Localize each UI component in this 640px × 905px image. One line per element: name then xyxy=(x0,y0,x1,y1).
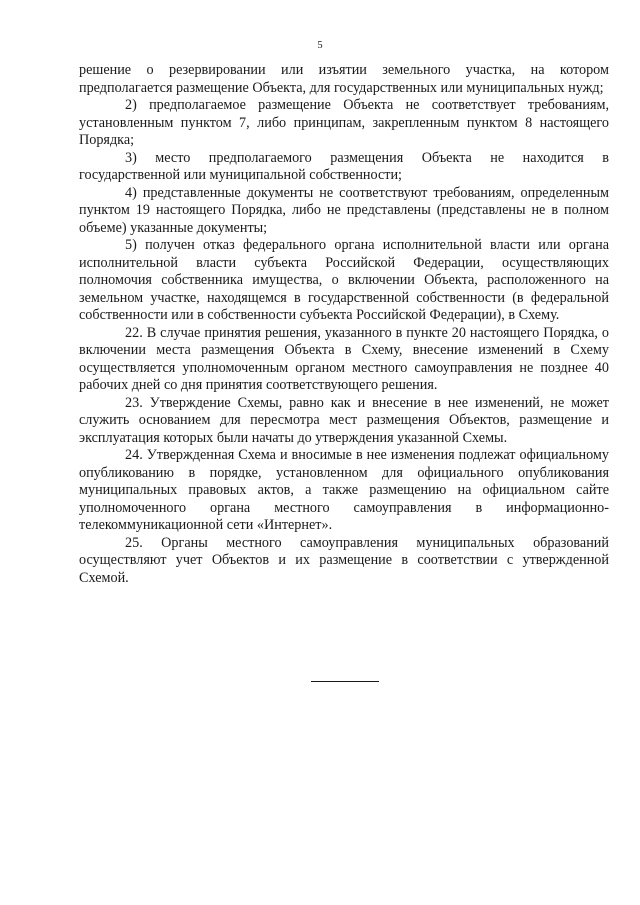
end-divider xyxy=(311,681,379,682)
paragraph-clause-25: 25. Органы местного самоуправления муниципальных образований осуществляют учет Объектов и их размещение в соответствии с утвержденной Схемой. xyxy=(79,534,609,586)
paragraph-item-5: 5) получен отказ федерального органа исполнительной власти или органа исполнительной власти субъекта Российской Федерации, осуществляющих полномочия собственника имущества, о включении Объекта, расположенного на земельном участке, находящемся в государственной собственности (в федеральной собственности или в собственности субъекта Российской Федерации), в Схему. xyxy=(79,237,609,323)
paragraph-clause-24: 24. Утвержденная Схема и вносимые в нее изменения подлежат официальному опубликованию в порядке, установленном для официального опубликования муниципальных правовых актов, а также размещению на официальном сайте уполномоченного органа местного самоуправления в информационно-телекоммуникационной сети «Интернет». xyxy=(79,447,609,533)
paragraph-item-4: 4) представленные документы не соответствуют требованиям, определенным пунктом 19 настоящего Порядка, либо не представлены (представлены не в полном объеме) указанные документы; xyxy=(79,184,609,236)
page-number: 5 xyxy=(317,40,323,51)
paragraph-item-2: 2) предполагаемое размещение Объекта не соответствует требованиям, установленным пунктом 7, либо принципам, закрепленным пунктом 8 настоящего Порядка; xyxy=(79,97,609,148)
paragraph-item-3: 3) место предполагаемого размещения Объекта не находится в государственной или муниципальной собственности; xyxy=(79,149,609,183)
paragraph-clause-23: 23. Утверждение Схемы, равно как и внесение в нее изменений, не может служить основанием для пересмотра мест размещения Объектов, размещение и эксплуатация которых были начаты до утверждения указанной Схемы. xyxy=(79,394,609,446)
document-body xyxy=(79,62,609,587)
paragraph-clause-22: 22. В случае принятия решения, указанного в пункте 20 настоящего Порядка, о включении места размещения Объекта в Схему, внесение изменений в Схему осуществляется уполномоченным органом местного самоуправления не позднее 40 рабочих дней со дня принятия соответствующего решения. xyxy=(79,324,609,393)
paragraph-continuation: решение о резервировании или изъятии земельного участка, на котором предполагается размещение Объекта, для государственных или муниципальных нужд; xyxy=(79,62,609,96)
